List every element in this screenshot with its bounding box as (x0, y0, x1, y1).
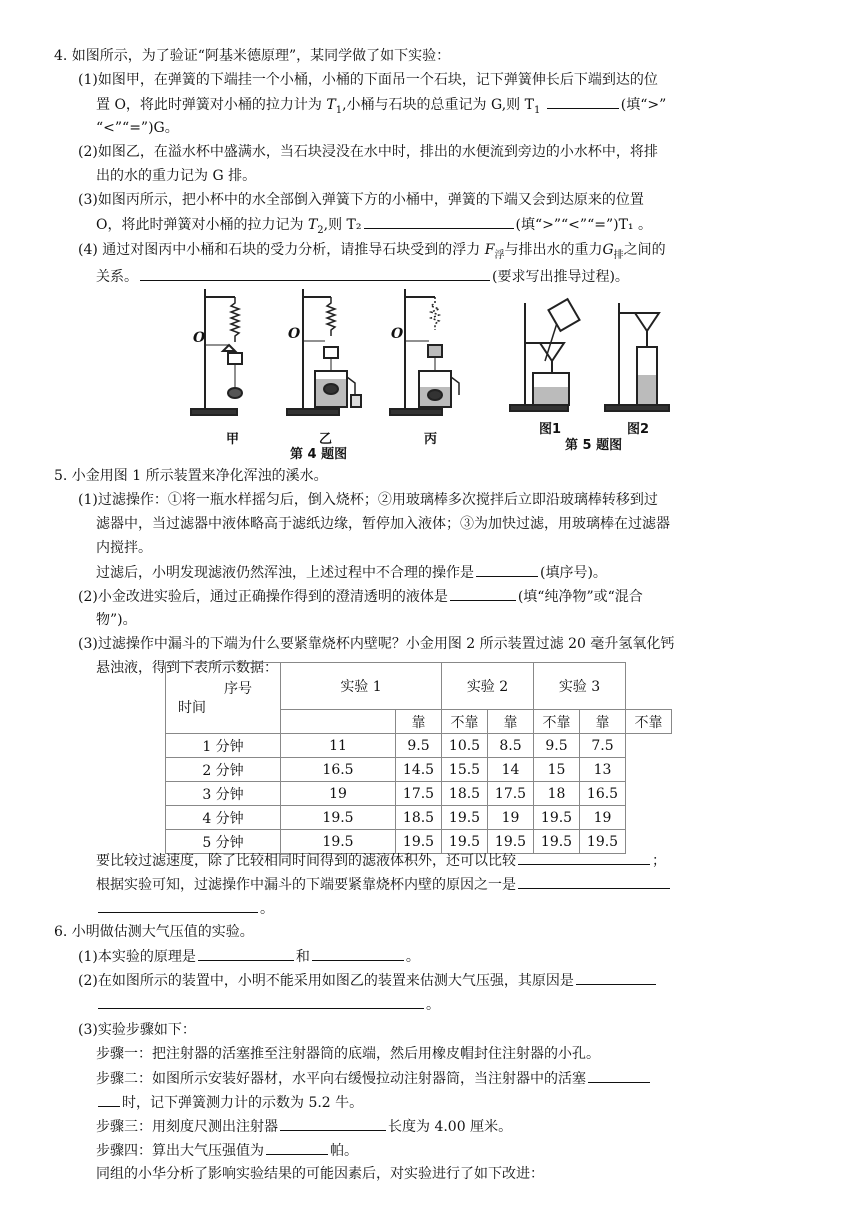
table-cell: 19.5 (442, 830, 488, 854)
q4-part4-line1: (4) 通过对图丙中小桶和石块的受力分析，请推导石块受到的浮力 $F_浮$与排出水的重力$G_排$之间的 (78, 242, 666, 261)
answer-blank[interactable] (312, 946, 404, 961)
q5-part3-line1: (3)过滤操作中漏斗的下端为什么要紧靠烧杯内壁呢？小金用图 2 所示装置过滤 20 毫升氢氧化钙 (78, 636, 675, 652)
table-cell: 15.5 (442, 758, 488, 782)
table-cell: 17.5 (396, 782, 442, 806)
q5-part1-line2: 滤器中，当过滤器中液体略高于滤纸边缘，暂停加入液体；③为加快过滤，用玻璃棒在过滤器 (96, 516, 670, 532)
figure-caption-q4: 第 4 题图 (290, 447, 348, 462)
table-cell: 19.5 (488, 830, 534, 854)
table-cell-time: 3 分钟 (166, 782, 281, 806)
table-cell: 19 (488, 806, 534, 830)
apparatus-yi-figure (287, 289, 361, 415)
q6-step4: 步骤四：算出大气压强值为 帕。 (96, 1140, 358, 1161)
label-o-jia: O (193, 330, 206, 346)
table-cell-time: 1 分钟 (166, 734, 281, 758)
table-cell: 7.5 (580, 734, 626, 758)
table-header-experiment-1: 实验 1 (281, 663, 442, 710)
q6-step1: 步骤一：把注射器的活塞推至注射器筒的底端，然后用橡皮帽封住注射器的小孔。 (96, 1046, 600, 1062)
table-cell: 16.5 (281, 758, 396, 782)
table-subheader: 靠 (580, 710, 626, 734)
q6-improvement-line: 同组的小华分析了影响实验结果的可能因素后，对实验进行了如下改进： (96, 1166, 544, 1182)
table-row (166, 806, 672, 830)
label-o-bing: O (391, 326, 404, 342)
table-cell: 9.5 (534, 734, 580, 758)
q4-part3-line2: O，将此时弹簧对小桶的拉力记为 $T_2$,则 T₂ (填“>”“<”“=”)T₁ 。 (96, 214, 652, 241)
answer-blank[interactable] (476, 562, 538, 577)
table-subheader: 不靠 (534, 710, 580, 734)
table-cell-time: 4 分钟 (166, 806, 281, 830)
answer-blank[interactable] (98, 994, 424, 1009)
q4-part4-line2: 关系。 (要求写出推导过程)。 (96, 266, 629, 287)
table-header-experiment-2: 实验 2 (442, 663, 534, 710)
table-cell: 19.5 (534, 830, 580, 854)
answer-blank[interactable] (576, 970, 656, 985)
table-cell: 9.5 (396, 734, 442, 758)
q4-part1-line2: 置 O，将此时弹簧对小桶的拉力计为 $T_1$,小桶与石块的总重记为 G,则 $T_1$ (填“>” (96, 94, 666, 121)
figure-caption-q5: 第 5 题图 (565, 438, 623, 453)
table-cell: 16.5 (580, 782, 626, 806)
answer-blank[interactable] (518, 874, 670, 889)
table-cell-time: 2 分钟 (166, 758, 281, 782)
filtration-figure-1 (510, 299, 580, 411)
answer-blank[interactable] (518, 850, 650, 865)
table-cell: 19.5 (281, 806, 396, 830)
q6-part2-line1: (2)在如图所示的装置中，小明不能采用如图乙的装置来估测大气压强，其原因是 (78, 970, 658, 991)
table-cell: 19 (281, 782, 396, 806)
answer-blank[interactable] (140, 266, 490, 281)
answer-blank[interactable] (588, 1068, 650, 1083)
table-cell: 8.5 (488, 734, 534, 758)
q4-part3-line1: (3)如图丙所示，把小杯中的水全部倒入弹簧下方的小桶中，弹簧的下端又会到达原来的位置 (78, 192, 644, 208)
answer-blank[interactable] (198, 946, 294, 961)
q5-part2-line2: 物”)。 (96, 612, 137, 628)
answer-blank[interactable] (280, 1116, 386, 1131)
q5-part3-line4: 根据实验可知，过滤操作中漏斗的下端要紧靠烧杯内壁的原因之一是 (96, 874, 672, 895)
q5-part3-line3: 要比较过滤速度，除了比较相同时间得到的滤液体积外，还可以比较 ； (96, 850, 666, 871)
table-corner-cell: 序号 时间 (166, 663, 281, 734)
q5-part3-line5: 。 (96, 898, 274, 919)
table-subheader-empty (281, 710, 396, 734)
apparatus-bing-figure (390, 289, 459, 415)
table-cell: 19.5 (281, 830, 396, 854)
figure-label-jia: 甲 (226, 432, 240, 447)
table-cell: 18 (534, 782, 580, 806)
table-cell: 14 (488, 758, 534, 782)
q6-step2-line1: 步骤二：如图所示安装好器材，水平向右缓慢拉动注射器筒，当注射器中的活塞 (96, 1068, 652, 1089)
answer-blank[interactable] (98, 898, 258, 913)
table-row (166, 782, 672, 806)
q4-part2-line2: 出的水的重力记为 G 排。 (96, 168, 257, 184)
table-cell: 19.5 (396, 830, 442, 854)
table-subheader: 靠 (396, 710, 442, 734)
table-row (166, 758, 672, 782)
table-cell: 14.5 (396, 758, 442, 782)
answer-blank[interactable] (547, 94, 619, 109)
q4-part1-line3: “<”“=”)G。 (96, 120, 179, 136)
table-cell: 17.5 (488, 782, 534, 806)
q5-stem: 5. 小金用图 1 所示装置来净化浑浊的溪水。 (54, 468, 328, 484)
table-cell: 18.5 (396, 806, 442, 830)
table-cell: 19.5 (580, 830, 626, 854)
table-cell: 11 (281, 734, 396, 758)
figure-label-fig2: 图2 (627, 422, 650, 437)
q5-part1-line4: 过滤后，小明发现滤液仍然浑浊，上述过程中不合理的操作是 (填序号)。 (96, 562, 607, 583)
q6-part1: (1)本实验的原理是 和 。 (78, 946, 420, 967)
apparatus-jia-figure (191, 289, 242, 415)
table-cell: 10.5 (442, 734, 488, 758)
q5-part2-line1: (2)小金改进实验后，通过正确操作得到的澄清透明的液体是 (填“纯净物”或“混合 (78, 586, 643, 607)
table-cell: 19.5 (534, 806, 580, 830)
table-cell: 19 (580, 806, 626, 830)
q4-part2-line1: (2)如图乙，在溢水杯中盛满水，当石块浸没在水中时，排出的水便流到旁边的小水杯中，将排 (78, 144, 658, 160)
table-subheader: 靠 (488, 710, 534, 734)
table-cell-time: 5 分钟 (166, 830, 281, 854)
label-o-yi: O (288, 326, 301, 342)
answer-blank[interactable] (450, 586, 516, 601)
q5-part3-line2: 悬浊液，得到下表所示数据： (96, 660, 278, 676)
q4-part1-line1: (1)如图甲，在弹簧的下端挂一个小桶，小桶的下面吊一个石块，记下弹簧伸长后下端到达的位 (78, 72, 658, 88)
q6-step2-line2: 时，记下弹簧测力计的示数为 5.2 牛。 (96, 1092, 363, 1113)
figure-label-fig1: 图1 (539, 422, 562, 437)
table-cell: 15 (534, 758, 580, 782)
figure-label-bing: 丙 (424, 432, 438, 447)
q6-stem: 6. 小明做估测大气压值的实验。 (54, 924, 254, 940)
figure-label-yi: 乙 (319, 432, 333, 447)
answer-blank[interactable] (266, 1140, 328, 1155)
table-cell: 19.5 (442, 806, 488, 830)
filtration-figure-2 (605, 303, 669, 411)
table-row (166, 734, 672, 758)
table-subheader: 不靠 (442, 710, 488, 734)
filtration-data-table (165, 662, 672, 854)
q5-part1-line1: (1)过滤操作：①将一瓶水样摇匀后，倒入烧杯；②用玻璃棒多次搅拌后立即沿玻璃棒转移到过 (78, 492, 658, 508)
table-subheader: 不靠 (626, 710, 672, 734)
answer-blank[interactable] (98, 1092, 120, 1107)
table-cell: 18.5 (442, 782, 488, 806)
q4-stem: 4. 如图所示，为了验证“阿基米德原理”，某同学做了如下实验： (54, 48, 451, 64)
answer-blank[interactable] (364, 214, 514, 229)
q6-part3: (3)实验步骤如下： (78, 1022, 196, 1038)
q6-part2-line2: 。 (96, 994, 440, 1015)
q6-step3: 步骤三：用刻度尺测出注射器 长度为 4.00 厘米。 (96, 1116, 512, 1137)
table-header-experiment-3: 实验 3 (534, 663, 626, 710)
table-cell: 13 (580, 758, 626, 782)
q5-part1-line3: 内搅拌。 (96, 540, 152, 556)
